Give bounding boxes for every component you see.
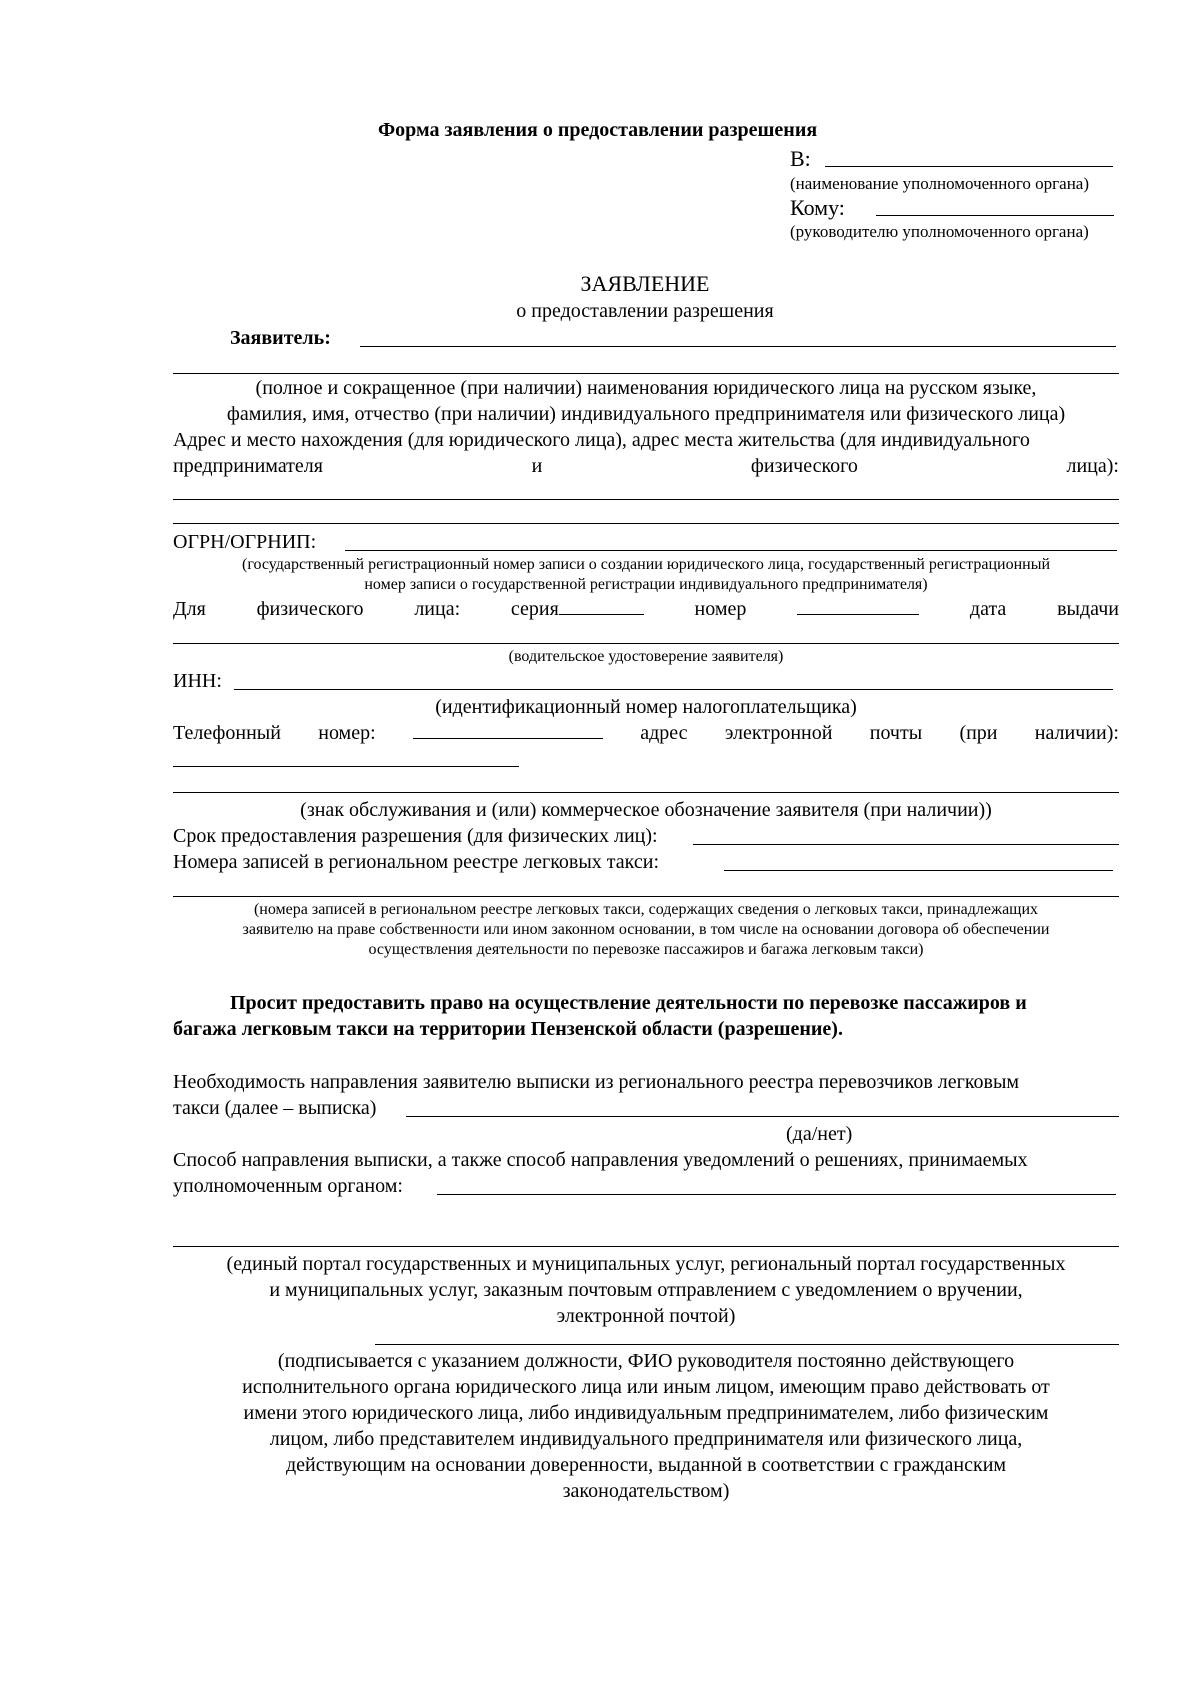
signature-hint-2: исполнительного органа юридического лица или иным лицом, имеющим право действовать от: [242, 1376, 1050, 1398]
to-hint: (наименование уполномоченного органа): [790, 174, 1090, 193]
applicant-hint-2: фамилия, имя, отчество (при наличии) индивидуального предпринимателя или физического лица): [226, 403, 1066, 425]
individual-line: [173, 599, 1119, 619]
registry-label: Номера записей в региональном реестре легковых такси:: [173, 851, 660, 873]
contacts-word: Телефонный: [173, 722, 281, 744]
number-field[interactable]: [797, 614, 919, 615]
contacts-word: почты: [869, 722, 923, 744]
to-label: В:: [790, 146, 811, 171]
registry-hint-2: заявителю на праве собственности или ином законном основании, в том числе на основании договора об обеспечении: [242, 921, 1050, 938]
term-field-line[interactable]: [693, 844, 1119, 845]
address-text-1: Адрес и место нахождения (для юридического лица), адрес места жительства (для индивидуального: [173, 429, 1030, 451]
registry-field-line-2[interactable]: [173, 896, 1119, 897]
series-label: серия: [510, 598, 559, 620]
inn-label: ИНН:: [173, 670, 222, 692]
individual-word: дата: [969, 598, 1007, 620]
license-hint: (водительское удостоверение заявителя): [508, 648, 784, 665]
contacts-word: (при: [959, 722, 998, 744]
applicant-hint-1: (полное и сокращенное (при наличии) наименования юридического лица на русском языке,: [255, 377, 1037, 399]
contacts-word: номер:: [318, 722, 376, 744]
individual-series: [511, 599, 644, 619]
ogrn-label: ОГРН/ОГРНИП:: [173, 531, 317, 553]
delivery-field-line-1[interactable]: [437, 1194, 1116, 1195]
signature-hint-5: действующим на основании доверенности, выданной в соответствии с гражданским: [285, 1454, 1007, 1476]
extract-text-1: Необходимость направления заявителю выписки из регионального реестра перевозчиков легковым: [173, 1071, 1020, 1093]
delivery-hint-3: электронной почтой): [556, 1305, 736, 1327]
series-field[interactable]: [559, 614, 644, 615]
signature-hint-6: законодательством): [562, 1480, 730, 1502]
extract-text-2: такси (далее – выписка): [173, 1097, 377, 1119]
registry-hint-1: (номера записей в региональном реестре легковых такси, содержащих сведения о легковых такси, принадлежащих: [253, 901, 1039, 918]
inn-field-line[interactable]: [234, 689, 1113, 690]
address-word: физического: [750, 455, 858, 477]
whom-label: Кому:: [790, 195, 845, 220]
applicant-label: Заявитель:: [230, 327, 331, 349]
address-text-2: [173, 456, 1119, 476]
address-word: и: [531, 455, 543, 477]
email-field-line[interactable]: [173, 766, 519, 767]
request-text-2: багажа легковым такси на территории Пензенской области (разрешение).: [173, 1018, 843, 1040]
address-field-line-1[interactable]: [173, 499, 1119, 500]
inn-hint: (идентификационный номер налогоплательщика): [435, 696, 857, 718]
individual-word: номер: [694, 598, 747, 620]
registry-field-line-1[interactable]: [724, 870, 1113, 871]
delivery-hint-2: и муниципальных услуг, заказным почтовым отправлением с уведомлением о вручении,: [269, 1279, 1023, 1301]
contacts-word: адрес: [640, 722, 688, 744]
individual-word: выдачи: [1057, 598, 1119, 620]
contacts-word: наличии):: [1034, 722, 1119, 744]
delivery-text-2: уполномоченным органом:: [173, 1175, 403, 1197]
extract-field-line[interactable]: [406, 1116, 1119, 1117]
delivery-text-1: Способ направления выписки, а также способ направления уведомлений о решениях, принимаемых: [173, 1149, 1028, 1171]
contacts-line: [173, 723, 1119, 743]
signature-hint-4: лицом, либо представителем индивидуального предпринимателя или физического лица,: [269, 1428, 1023, 1450]
delivery-field-line-2[interactable]: [173, 1246, 1119, 1247]
extract-hint: (да/нет): [786, 1123, 853, 1145]
address-word: предпринимателя: [173, 455, 323, 477]
form-title: Форма заявления о предоставлении разрешения: [378, 119, 818, 141]
statement-heading: ЗАЯВЛЕНИЕ: [580, 271, 710, 296]
signature-field-line[interactable]: [375, 1344, 1119, 1345]
trademark-hint: (знак обслуживания и (или) коммерческое обозначение заявителя (при наличии)): [300, 799, 992, 821]
ogrn-hint-1: (государственный регистрационный номер записи о создании юридического лица, государственный регистрационный: [242, 556, 1050, 573]
delivery-hint-1: (единый портал государственных и муниципальных услуг, региональный портал государственных: [226, 1253, 1066, 1275]
ogrn-field-line[interactable]: [345, 550, 1117, 551]
individual-word: Для: [173, 598, 206, 620]
signature-hint-3: имени этого юридического лица, либо индивидуальным предпринимателем, либо физическим: [243, 1402, 1049, 1424]
signature-hint-1: (подписывается с указанием должности, ФИО руководителя постоянно действующего: [277, 1350, 1015, 1372]
address-word: лица):: [1066, 455, 1119, 477]
applicant-field-line-1[interactable]: [360, 346, 1116, 347]
registry-hint-3: осуществления деятельности по перевозке пассажиров и багажа легковым такси): [368, 941, 924, 958]
to-field-line[interactable]: [825, 166, 1113, 167]
contacts-word: электронной: [724, 722, 833, 744]
trademark-field-line[interactable]: [173, 792, 1119, 793]
phone-field[interactable]: [413, 738, 603, 739]
ogrn-hint-2: номер записи о государственной регистрации индивидуального предпринимателя): [364, 576, 928, 593]
whom-field-line[interactable]: [876, 215, 1114, 216]
issue-date-field-line[interactable]: [173, 643, 1119, 644]
individual-word: лица:: [414, 598, 461, 620]
statement-subheading: о предоставлении разрешения: [516, 300, 774, 322]
address-field-line-2[interactable]: [173, 523, 1119, 524]
request-text-1: Просит предоставить право на осуществление деятельности по перевозке пассажиров и: [230, 992, 1027, 1014]
term-label: Срок предоставления разрешения (для физических лиц):: [173, 825, 658, 847]
applicant-field-line-2[interactable]: [173, 373, 1119, 374]
whom-hint: (руководителю уполномоченного органа): [790, 222, 1089, 241]
individual-word: физического: [256, 598, 364, 620]
